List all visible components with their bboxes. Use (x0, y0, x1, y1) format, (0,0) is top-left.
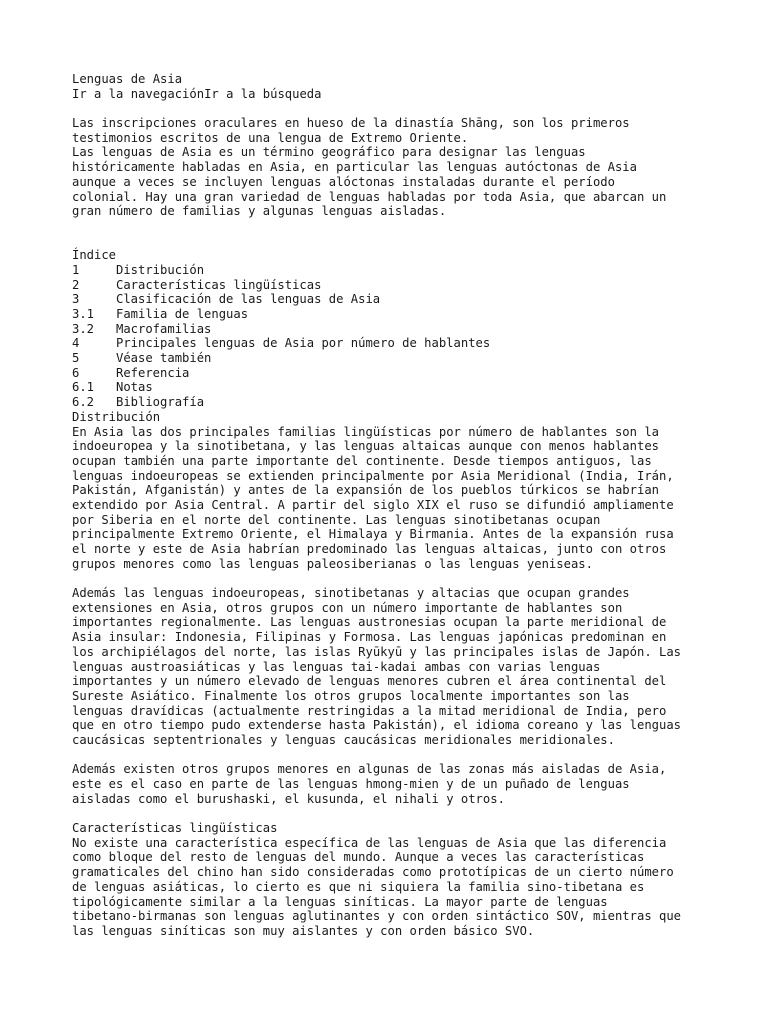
toc-item-number: 6.1 (72, 380, 95, 395)
text-line: No existe una característica específica de las lenguas de Asia que las diferencia (72, 835, 667, 850)
text-line: ocupan también una parte importante del continente. Desde tiempos antiguos, las (72, 453, 652, 468)
document-page (72, 72, 762, 939)
text-line: gramaticales del chino han sido consideradas como prototípicas de un cierto número (72, 865, 674, 880)
section-caracteristicas (72, 821, 762, 939)
toc-item-number: 3.1 (72, 307, 95, 321)
toc-item-label: Familia de lenguas (116, 307, 249, 321)
text-line: lenguas austroasiáticas y las lenguas tai-kadai ambas con varias lenguas (72, 659, 601, 674)
toc-item-label: Bibliografía (116, 395, 205, 410)
text-line: Pakistán, Afganistán) y antes de la expansión de los pueblos túrkicos se habrían (72, 483, 659, 498)
spacer (72, 571, 762, 586)
text-line: por Siberia en el norte del continente. Las lenguas sinotibetanas ocupan (72, 512, 601, 527)
toc-item-number: 3.2 (72, 321, 95, 336)
text-line: este es el caso en parte de las lenguas hmong-mien y de un puñado de lenguas (72, 777, 630, 791)
toc-item-number: 2 (72, 277, 80, 292)
toc-item-label: Principales lenguas de Asia por número de hablantes (116, 336, 491, 351)
text-line: importantes y un número elevado de lenguas menores cubren el área continental del (72, 674, 667, 689)
toc-item-number: 6.2 (72, 395, 95, 410)
toc-item-number: 1 (72, 262, 80, 277)
text-line: Sureste Asiático. Finalmente los otros grupos localmente importantes son las (72, 688, 630, 703)
text-line: Asia insular: Indonesia, Filipinas y Formosa. Las lenguas japónicas predominan en (72, 630, 667, 645)
text-line: indoeuropea y la sinotibetana, y las lenguas altaicas aunque con menos hablantes (72, 439, 659, 454)
toc-item-number: 4 (72, 336, 80, 351)
toc-item[interactable] (72, 336, 762, 351)
spacer (72, 806, 762, 821)
toc-item[interactable] (72, 292, 762, 307)
toc-item-number: 5 (72, 351, 80, 366)
text-line: tipológicamente similar a la lenguas siníticas. La mayor parte de lenguas (72, 894, 608, 909)
text-line: En Asia las dos principales familias lingüísticas por número de hablantes son la (72, 424, 659, 439)
text-line: históricamente habladas en Asia, en particular las lenguas autóctonas de Asia (72, 160, 637, 175)
text-line: tibetano-birmanas son lenguas aglutinantes y con orden sintáctico SOV, mientras que (72, 909, 682, 924)
text-line: extendido por Asia Central. A partir del siglo XIX el ruso se difundió ampliamente (72, 497, 674, 512)
toc-item[interactable] (72, 263, 762, 278)
text-line: Las lenguas de Asia es un término geográfico para designar las lenguas (72, 145, 586, 160)
text-line: que en otro tiempo pudo extenderse hasta Pakistán), el idioma coreano y las lenguas (72, 718, 682, 733)
text-line: importantes regionalmente. Las lenguas austronesias ocupan la parte meridional de (72, 615, 667, 630)
table-of-contents (72, 248, 762, 410)
toc-item[interactable] (72, 278, 762, 293)
toc-item[interactable] (72, 307, 762, 322)
text-line: las lenguas siníticas son muy aislantes y con orden básico SVO. (72, 923, 535, 938)
toc-item-label: Macrofamilias (116, 321, 212, 336)
toc-item[interactable] (72, 380, 762, 395)
text-line: el norte y este de Asia habrían predominado las lenguas altaicas, junto con otros (72, 542, 667, 556)
text-line: lenguas dravídicas (actualmente restringidas a la mitad meridional de India, pero (72, 703, 667, 718)
text-line: principalmente Extremo Oriente, el Himalaya y Birmania. Antes de la expansión rusa (72, 527, 674, 542)
text-line: Además existen otros grupos menores en algunas de las zonas más aisladas de Asia, (72, 762, 667, 777)
paragraph (72, 836, 762, 939)
toc-item-label: Notas (116, 380, 153, 395)
section-heading: Distribución (72, 409, 161, 424)
spacer (72, 219, 762, 234)
toc-item[interactable] (72, 322, 762, 337)
text-line: aisladas como el burushaski, el kusunda, el nihali y otros. (72, 791, 505, 806)
toc-item-label: Clasificación de las lenguas de Asia (116, 292, 381, 307)
text-line: extensiones en Asia, otros grupos con un número importante de hablantes son (72, 600, 623, 615)
section-heading: Características lingüísticas (72, 821, 278, 836)
spacer (72, 748, 762, 763)
page-title: Lenguas de Asia (72, 72, 183, 86)
text-line: testimonios escritos de una lengua de Extremo Oriente. (72, 130, 469, 145)
text-line: caucásicas septentrionales y lenguas caucásicas meridionales meridionales. (72, 732, 615, 747)
section-distribucion (72, 410, 762, 807)
text-line: lenguas indoeuropeas se extienden principalmente por Asia Meridional (India, Irán, (72, 468, 674, 483)
toc-item-label: Distribución (116, 262, 205, 277)
toc-item-number: 3 (72, 292, 80, 307)
toc-item-label: Véase también (116, 351, 212, 366)
text-line: aunque a veces se incluyen lenguas alóctonas instaladas durante el período (72, 174, 615, 189)
text-line: como bloque del resto de lenguas del mundo. Aunque a veces las características (72, 850, 645, 865)
paragraph (72, 586, 762, 748)
text-line: Además las lenguas indoeuropeas, sinotibetanas y altacias que ocupan grandes (72, 586, 630, 601)
text-line: colonial. Hay una gran variedad de lenguas habladas por toda Asia, que abarcan un (72, 189, 667, 204)
paragraph (72, 762, 762, 806)
spacer (72, 234, 762, 249)
toc-item-number: 6 (72, 365, 80, 380)
text-line: Las inscripciones oraculares en hueso de la dinastía Shāng, son los primeros (72, 116, 630, 131)
spacer (72, 101, 762, 116)
text-line: gran número de familias y algunas lenguas aisladas. (72, 204, 447, 219)
toc-heading: Índice (72, 248, 117, 263)
nav-links[interactable]: Ir a la navegaciónIr a la búsqueda (72, 86, 322, 101)
toc-item[interactable] (72, 351, 762, 366)
toc-item-label: Características lingüísticas (116, 277, 322, 292)
toc-item[interactable] (72, 395, 762, 410)
text-line: de lenguas asiáticas, lo cierto es que ni siquiera la familia sino-tibetana es (72, 879, 645, 894)
paragraph (72, 425, 762, 572)
text-line: los archipiélagos del norte, las islas Ryūkyū y las principales islas de Japón. Las (72, 644, 682, 659)
toc-item[interactable] (72, 366, 762, 381)
toc-item-label: Referencia (116, 365, 190, 380)
intro-paragraph (72, 116, 762, 219)
text-line: grupos menores como las lenguas paleosiberianas o las lenguas yeniseas. (72, 556, 593, 571)
